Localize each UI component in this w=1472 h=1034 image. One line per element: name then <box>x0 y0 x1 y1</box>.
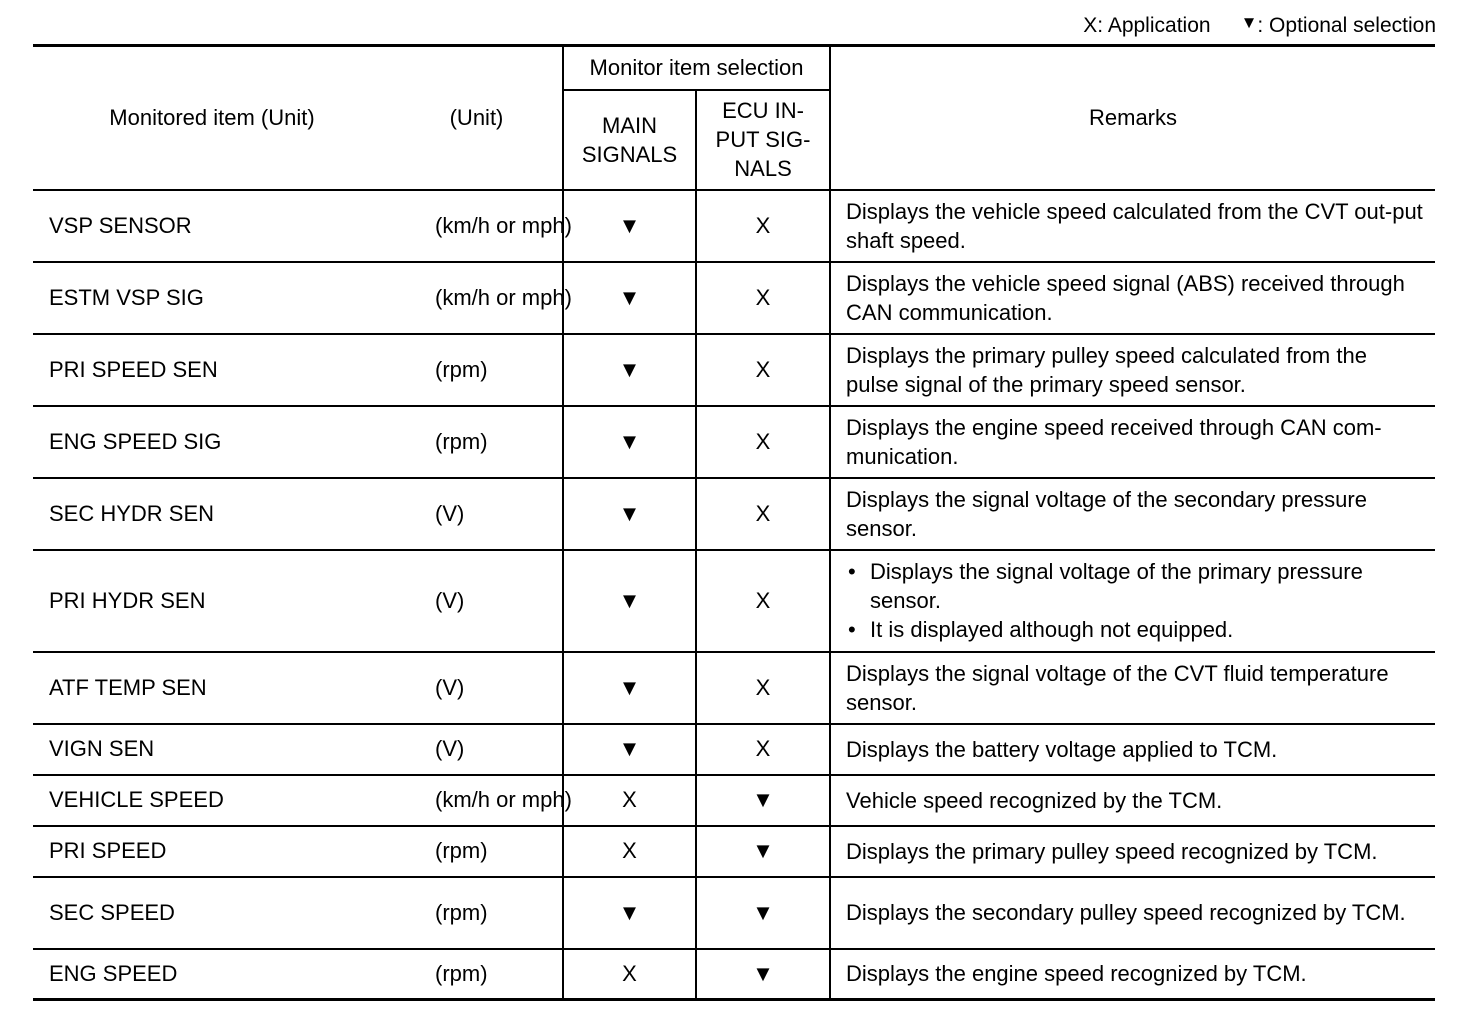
item-name: ENG SPEED <box>49 960 178 986</box>
item-unit: (V) <box>435 500 465 526</box>
remark: Displays the primary pulley speed calculated from the pulse signal of the primary speed sensor. <box>830 334 1435 406</box>
remark: Displays the primary pulley speed recognized by TCM. <box>830 826 1435 877</box>
ecu-input-signals-cell: X <box>696 724 830 775</box>
item-unit: (km/h or mph) <box>435 787 572 812</box>
header-monitored-item: Monitored item (Unit) <box>109 105 315 131</box>
item-unit: (km/h or mph) <box>435 212 572 238</box>
table-row <box>33 949 1435 1000</box>
main-signals-cell: ▼ <box>563 877 696 949</box>
remark-bullet: • Displays the signal voltage of the primary pressure sensor. <box>846 557 1425 615</box>
item-name: VIGN SEN <box>49 736 155 761</box>
remark: Displays the battery voltage applied to TCM. <box>830 724 1435 775</box>
legend-application: X: Application <box>1083 14 1211 37</box>
remark <box>830 550 1435 652</box>
header-monitor-item-selection: Monitor item selection <box>563 46 830 90</box>
header-remarks: Remarks <box>830 46 1435 190</box>
main-signals-cell: ▼ <box>563 406 696 478</box>
item-name: ATF TEMP SEN <box>49 674 207 700</box>
header-main-signals-line2: SIGNALS <box>581 141 678 167</box>
table-row <box>33 724 1435 775</box>
optional-selection-icon: ▼ <box>1240 13 1258 32</box>
remark-bullet-list <box>846 557 1425 644</box>
remark: Displays the secondary pulley speed recognized by TCM. <box>830 877 1435 949</box>
header-ecu-line1: ECU IN- <box>722 98 804 123</box>
item-name: PRI HYDR SEN <box>49 587 206 613</box>
item-unit: (km/h or mph) <box>435 284 572 310</box>
main-signals-cell: ▼ <box>563 478 696 550</box>
table-row <box>33 775 1435 826</box>
item-name: ENG SPEED SIG <box>49 428 222 454</box>
table-row <box>33 478 1435 550</box>
item-unit: (V) <box>435 674 465 700</box>
item-name: SEC SPEED <box>49 899 175 925</box>
item-unit: (V) <box>435 587 465 613</box>
main-signals-cell: X <box>563 775 696 826</box>
remark: Displays the engine speed received through CAN com-munication. <box>830 406 1435 478</box>
ecu-input-signals-cell: ▼ <box>696 775 830 826</box>
table-row <box>33 826 1435 877</box>
item-unit: (rpm) <box>435 838 488 863</box>
item-unit: (rpm) <box>435 428 488 454</box>
ecu-input-signals-cell: X <box>696 550 830 652</box>
item-name: ESTM VSP SIG <box>49 284 204 310</box>
item-name: PRI SPEED SEN <box>49 356 218 382</box>
ecu-input-signals-cell: ▼ <box>696 826 830 877</box>
remark: Displays the engine speed recognized by TCM. <box>830 949 1435 1000</box>
table-row <box>33 334 1435 406</box>
remark: Displays the signal voltage of the secondary pressure sensor. <box>830 478 1435 550</box>
ecu-input-signals-cell: ▼ <box>696 949 830 1000</box>
item-unit: (rpm) <box>435 899 488 925</box>
ecu-input-signals-cell: X <box>696 652 830 724</box>
main-signals-cell: ▼ <box>563 190 696 262</box>
ecu-input-signals-cell: X <box>696 190 830 262</box>
item-name: VEHICLE SPEED <box>49 787 224 812</box>
ecu-input-signals-cell: X <box>696 406 830 478</box>
main-signals-cell: ▼ <box>563 262 696 334</box>
table-row <box>33 877 1435 949</box>
monitor-item-table <box>33 44 1435 1001</box>
remark: Displays the signal voltage of the CVT fluid temperature sensor. <box>830 652 1435 724</box>
table-row <box>33 550 1435 652</box>
item-name: SEC HYDR SEN <box>49 500 215 526</box>
header-ecu-line2: PUT SIG- <box>715 127 811 152</box>
header-ecu-input-signals <box>696 90 830 190</box>
main-signals-cell: X <box>563 826 696 877</box>
main-signals-cell: ▼ <box>563 550 696 652</box>
remark-bullet: • It is displayed although not equipped. <box>846 615 1425 644</box>
ecu-input-signals-cell: X <box>696 334 830 406</box>
ecu-input-signals-cell: X <box>696 262 830 334</box>
table-row <box>33 262 1435 334</box>
main-signals-cell: X <box>563 949 696 1000</box>
table-row <box>33 406 1435 478</box>
header-main-signals <box>563 90 696 190</box>
remark: Displays the vehicle speed calculated from the CVT out-put shaft speed. <box>830 190 1435 262</box>
main-signals-cell: ▼ <box>563 652 696 724</box>
legend <box>1083 14 1436 38</box>
header-unit: (Unit) <box>449 105 504 131</box>
item-unit: (V) <box>435 736 465 761</box>
header-main-signals-line1: MAIN <box>602 112 657 138</box>
main-signals-cell: ▼ <box>563 334 696 406</box>
item-name: VSP SENSOR <box>49 212 192 238</box>
table-row <box>33 190 1435 262</box>
item-unit: (rpm) <box>435 356 488 382</box>
header-ecu-line3: NALS <box>734 156 792 181</box>
ecu-input-signals-cell: ▼ <box>696 877 830 949</box>
ecu-input-signals-cell: X <box>696 478 830 550</box>
table-row <box>33 652 1435 724</box>
remark: Displays the vehicle speed signal (ABS) received through CAN communication. <box>830 262 1435 334</box>
legend-optional-selection: : Optional selection <box>1257 14 1436 37</box>
main-signals-cell: ▼ <box>563 724 696 775</box>
remark: Vehicle speed recognized by the TCM. <box>830 775 1435 826</box>
item-unit: (rpm) <box>435 960 488 986</box>
item-name: PRI SPEED <box>49 838 167 863</box>
